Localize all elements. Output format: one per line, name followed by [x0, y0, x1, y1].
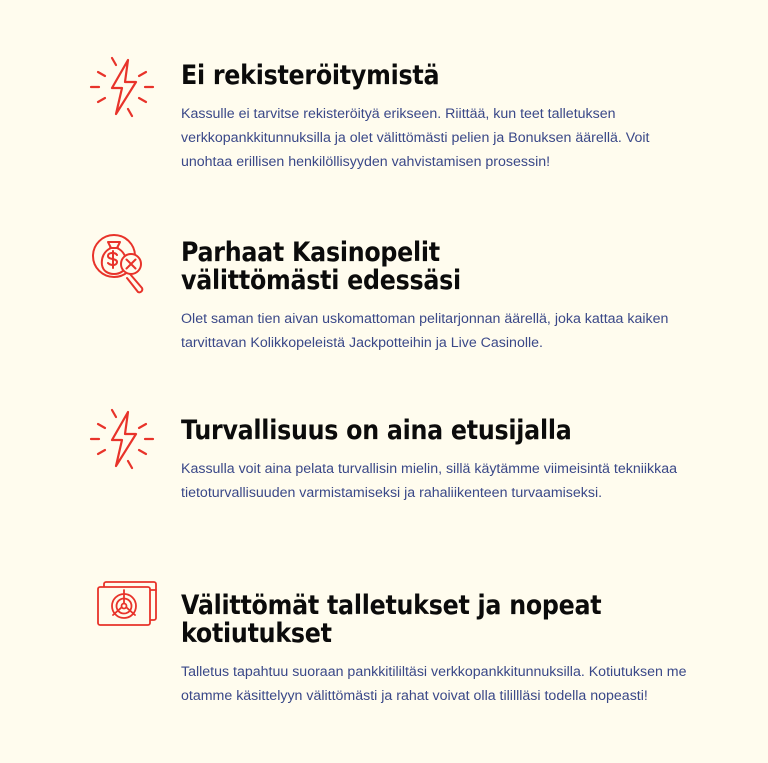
feature-title: Parhaat Kasinopelit välittömästi edessäsi	[181, 237, 461, 296]
money-bag-search-icon	[86, 228, 158, 300]
feature-content	[181, 592, 701, 708]
feature-description: Kassulla voit aina pelata turvallisin mielin, sillä käytämme viimeisintä tekniikkaa tietoturvallisuuden varmistamiseksi ja rahaliikenteen turvaamiseksi.	[181, 461, 677, 501]
feature-description: Kassulle ei tarvitse rekisteröityä erikseen. Riittää, kun teet talletuksen verkkopankkitunnuksilla ja olet välittömästi pelien ja Bonuksen äärellä. Voit unohtaa erillisen henkilöllisyyden vahvistamisen prosessin!	[181, 106, 650, 170]
feature-title: Ei rekisteröitymistä	[181, 60, 440, 91]
feature-description: Talletus tapahtuu suoraan pankkitililtäsi verkkopankkitunnuksilla. Kotiutuksen me otamme käsittelyyn välittömästi ja rahat voivat olla tilillläsi todella nopeasti!	[181, 664, 687, 704]
safe-vault-icon	[92, 570, 164, 642]
feature-description: Olet saman tien aivan uskomattoman pelitarjonnan äärellä, joka kattaa kaiken tarvittavan Kolikkopeleistä Jackpotteihin ja Live Casinolle.	[181, 311, 669, 351]
feature-content	[181, 417, 701, 505]
feature-content	[181, 239, 701, 355]
feature-title: Turvallisuus on aina etusijalla	[181, 415, 572, 446]
feature-content	[181, 62, 701, 174]
feature-title: Välittömät talletukset ja nopeat kotiutukset	[181, 590, 602, 649]
lightning-bolt-icon	[86, 52, 158, 124]
lightning-bolt-icon	[86, 404, 158, 476]
